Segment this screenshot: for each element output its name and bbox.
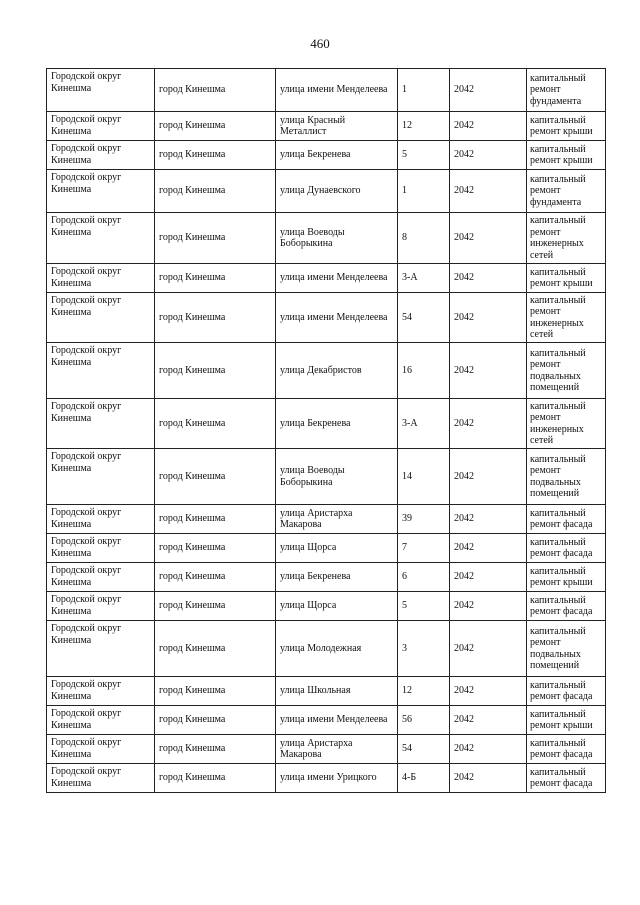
work-type-cell: капитальный ремонт крыши: [527, 563, 606, 592]
city-cell: город Кинешма: [155, 534, 276, 563]
table-row: [47, 264, 606, 293]
table-row: [47, 170, 606, 213]
year-cell: 2042: [450, 399, 527, 449]
year-cell: 2042: [450, 343, 527, 399]
house-cell: 8: [398, 213, 450, 264]
table-row: [47, 141, 606, 170]
year-cell: 2042: [450, 534, 527, 563]
street-cell: улица Школьная: [276, 677, 398, 706]
year-cell: 2042: [450, 706, 527, 735]
work-type-cell: капитальный ремонт фасада: [527, 735, 606, 764]
district-cell: Городской округ Кинешма: [47, 343, 155, 399]
work-type-cell: капитальный ремонт фундамента: [527, 170, 606, 213]
street-cell: улица Воеводы Боборыкина: [276, 449, 398, 505]
district-cell: Городской округ Кинешма: [47, 69, 155, 112]
city-cell: город Кинешма: [155, 170, 276, 213]
street-cell: улица Бекренева: [276, 141, 398, 170]
city-cell: город Кинешма: [155, 112, 276, 141]
house-cell: 39: [398, 505, 450, 534]
house-cell: 12: [398, 677, 450, 706]
district-cell: Городской округ Кинешма: [47, 677, 155, 706]
year-cell: 2042: [450, 264, 527, 293]
page-number: 460: [310, 36, 330, 51]
table-row: [47, 534, 606, 563]
table-row: [47, 592, 606, 621]
work-type-cell: капитальный ремонт крыши: [527, 141, 606, 170]
city-cell: город Кинешма: [155, 706, 276, 735]
work-type-cell: капитальный ремонт подвальных помещений: [527, 621, 606, 677]
work-type-cell: капитальный ремонт крыши: [527, 112, 606, 141]
table-row: [47, 735, 606, 764]
street-cell: улица имени Менделеева: [276, 264, 398, 293]
table-row: [47, 213, 606, 264]
district-cell: Городской округ Кинешма: [47, 293, 155, 343]
work-type-cell: капитальный ремонт фасада: [527, 677, 606, 706]
district-cell: Городской округ Кинешма: [47, 621, 155, 677]
street-cell: улица Аристарха Макарова: [276, 735, 398, 764]
house-cell: 4-Б: [398, 764, 450, 793]
year-cell: 2042: [450, 293, 527, 343]
work-type-cell: капитальный ремонт фасада: [527, 505, 606, 534]
house-cell: 16: [398, 343, 450, 399]
street-cell: улица Молодежная: [276, 621, 398, 677]
street-cell: улица Бекренева: [276, 399, 398, 449]
table-row: [47, 293, 606, 343]
district-cell: Городской округ Кинешма: [47, 141, 155, 170]
house-cell: 5: [398, 141, 450, 170]
city-cell: город Кинешма: [155, 449, 276, 505]
house-cell: 3: [398, 621, 450, 677]
year-cell: 2042: [450, 677, 527, 706]
table-row: [47, 343, 606, 399]
district-cell: Городской округ Кинешма: [47, 706, 155, 735]
year-cell: 2042: [450, 563, 527, 592]
city-cell: город Кинешма: [155, 343, 276, 399]
street-cell: улица Красный Металлист: [276, 112, 398, 141]
city-cell: город Кинешма: [155, 505, 276, 534]
house-cell: 6: [398, 563, 450, 592]
district-cell: Городской округ Кинешма: [47, 534, 155, 563]
work-type-cell: капитальный ремонт фасада: [527, 534, 606, 563]
house-cell: 54: [398, 293, 450, 343]
district-cell: Городской округ Кинешма: [47, 592, 155, 621]
table-row: [47, 677, 606, 706]
house-cell: 54: [398, 735, 450, 764]
house-cell: 14: [398, 449, 450, 505]
table-row: [47, 449, 606, 505]
house-cell: 1: [398, 69, 450, 112]
house-cell: 56: [398, 706, 450, 735]
repair-schedule-table: [46, 68, 606, 793]
district-cell: Городской округ Кинешма: [47, 170, 155, 213]
table-row: [47, 505, 606, 534]
year-cell: 2042: [450, 621, 527, 677]
work-type-cell: капитальный ремонт крыши: [527, 264, 606, 293]
street-cell: улица имени Урицкого: [276, 764, 398, 793]
year-cell: 2042: [450, 505, 527, 534]
district-cell: Городской округ Кинешма: [47, 764, 155, 793]
year-cell: 2042: [450, 735, 527, 764]
district-cell: Городской округ Кинешма: [47, 505, 155, 534]
work-type-cell: капитальный ремонт подвальных помещений: [527, 343, 606, 399]
district-cell: Городской округ Кинешма: [47, 735, 155, 764]
house-cell: 7: [398, 534, 450, 563]
city-cell: город Кинешма: [155, 141, 276, 170]
year-cell: 2042: [450, 449, 527, 505]
work-type-cell: капитальный ремонт инженерных сетей: [527, 293, 606, 343]
table-row: [47, 399, 606, 449]
work-type-cell: капитальный ремонт фасада: [527, 592, 606, 621]
work-type-cell: капитальный ремонт инженерных сетей: [527, 213, 606, 264]
table-row: [47, 563, 606, 592]
table-row: [47, 69, 606, 112]
street-cell: улица имени Менделеева: [276, 706, 398, 735]
city-cell: город Кинешма: [155, 69, 276, 112]
year-cell: 2042: [450, 141, 527, 170]
street-cell: улица Воеводы Боборыкина: [276, 213, 398, 264]
table-row: [47, 706, 606, 735]
house-cell: 5: [398, 592, 450, 621]
city-cell: город Кинешма: [155, 677, 276, 706]
city-cell: город Кинешма: [155, 735, 276, 764]
table-row: [47, 764, 606, 793]
district-cell: Городской округ Кинешма: [47, 449, 155, 505]
house-cell: 3-А: [398, 399, 450, 449]
work-type-cell: капитальный ремонт крыши: [527, 706, 606, 735]
street-cell: улица Дунаевского: [276, 170, 398, 213]
year-cell: 2042: [450, 69, 527, 112]
city-cell: город Кинешма: [155, 399, 276, 449]
table-row: [47, 112, 606, 141]
district-cell: Городской округ Кинешма: [47, 213, 155, 264]
year-cell: 2042: [450, 592, 527, 621]
city-cell: город Кинешма: [155, 563, 276, 592]
city-cell: город Кинешма: [155, 213, 276, 264]
street-cell: улица Щорса: [276, 592, 398, 621]
city-cell: город Кинешма: [155, 764, 276, 793]
street-cell: улица Декабристов: [276, 343, 398, 399]
city-cell: город Кинешма: [155, 592, 276, 621]
house-cell: 3-А: [398, 264, 450, 293]
house-cell: 12: [398, 112, 450, 141]
table-row: [47, 621, 606, 677]
street-cell: улица Бекренева: [276, 563, 398, 592]
street-cell: улица Щорса: [276, 534, 398, 563]
district-cell: Городской округ Кинешма: [47, 112, 155, 141]
year-cell: 2042: [450, 213, 527, 264]
work-type-cell: капитальный ремонт фундамента: [527, 69, 606, 112]
work-type-cell: капитальный ремонт подвальных помещений: [527, 449, 606, 505]
house-cell: 1: [398, 170, 450, 213]
street-cell: улица имени Менделеева: [276, 69, 398, 112]
street-cell: улица имени Менделеева: [276, 293, 398, 343]
city-cell: город Кинешма: [155, 621, 276, 677]
year-cell: 2042: [450, 112, 527, 141]
street-cell: улица Аристарха Макарова: [276, 505, 398, 534]
year-cell: 2042: [450, 764, 527, 793]
city-cell: город Кинешма: [155, 293, 276, 343]
district-cell: Городской округ Кинешма: [47, 264, 155, 293]
city-cell: город Кинешма: [155, 264, 276, 293]
year-cell: 2042: [450, 170, 527, 213]
work-type-cell: капитальный ремонт фасада: [527, 764, 606, 793]
district-cell: Городской округ Кинешма: [47, 563, 155, 592]
work-type-cell: капитальный ремонт инженерных сетей: [527, 399, 606, 449]
district-cell: Городской округ Кинешма: [47, 399, 155, 449]
